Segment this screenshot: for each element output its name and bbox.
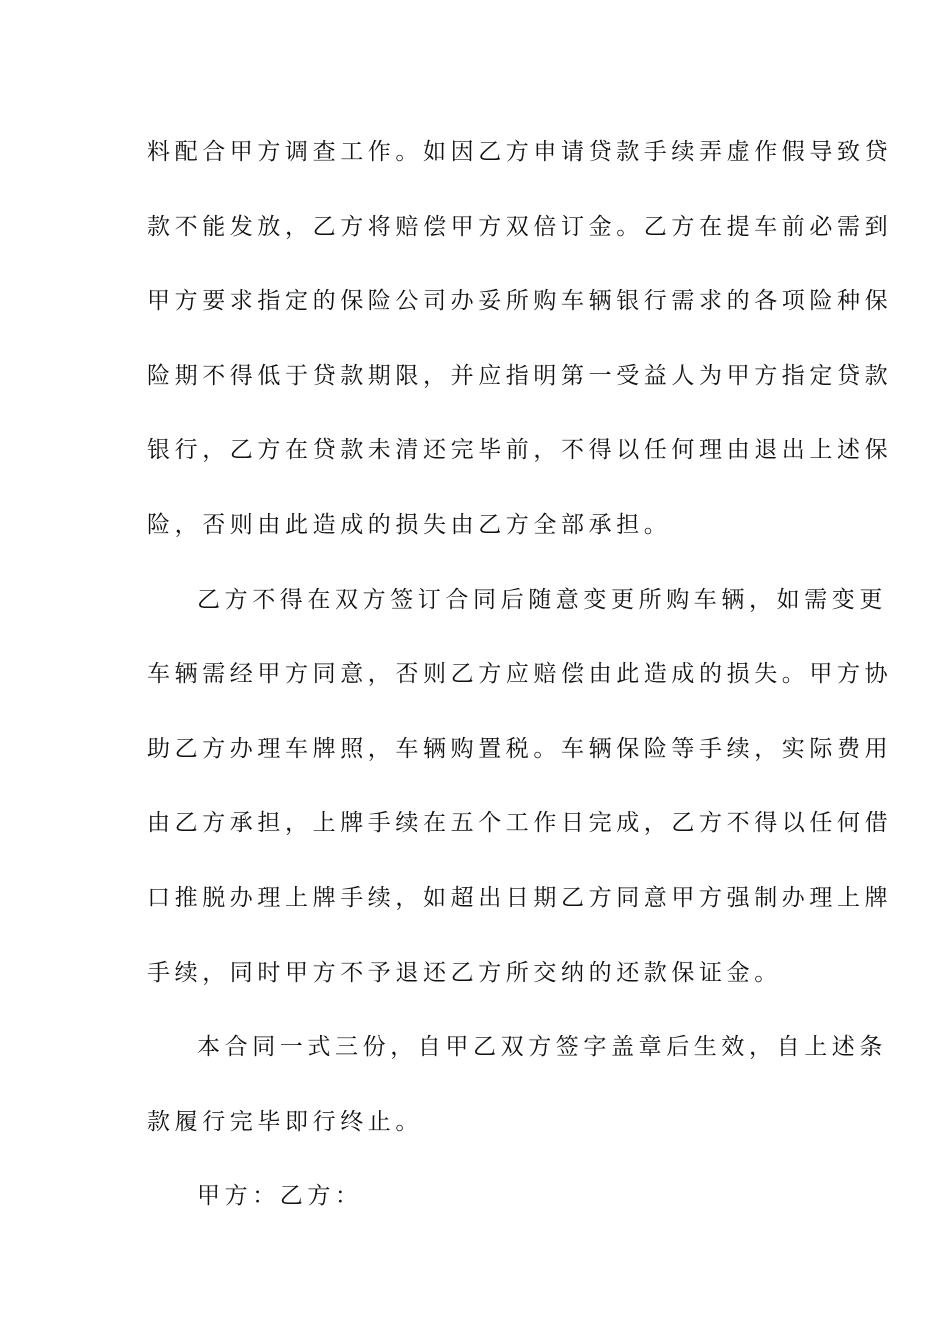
parties-label: 甲方：乙方： [197,1183,363,1210]
text-line: 本合同一式三份，自甲乙双方签字盖章后生效，自上述条 [197,1034,887,1061]
text-line: 助乙方办理车牌照，车辆购置税。车辆保险等手续，实际费用 [147,735,893,762]
text-line: 口推脱办理上牌手续，如超出日期乙方同意甲方强制办理上牌 [147,884,893,911]
document-body [147,132,893,1251]
text-line: 款履行完毕即行终止。 [147,1108,423,1135]
text-line: 甲方要求指定的保险公司办妥所购车辆银行需求的各项险种保 [147,288,893,315]
paragraph-insurance [147,132,893,580]
text-line: 由乙方承担，上牌手续在五个工作日完成，乙方不得以任何借 [147,810,893,837]
text-line: 乙方不得在双方签订合同后随意变更所购车辆，如需变更 [197,586,887,613]
text-line: 银行，乙方在贷款未清还完毕前，不得以任何理由退出上述保 [147,437,893,464]
text-line: 车辆需经甲方同意，否则乙方应赔偿由此造成的损失。甲方协 [147,661,893,688]
text-line: 料配合甲方调查工作。如因乙方申请贷款手续弄虚作假导致贷 [147,139,893,165]
text-line: 手续，同时甲方不予退还乙方所交纳的还款保证金。 [147,959,782,986]
text-line: 险，否则由此造成的损失由乙方全部承担。 [147,511,672,538]
paragraph-vehicle-change [147,580,893,1028]
paragraph-contract-effect [147,1027,887,1176]
text-line: 险期不得低于贷款期限，并应指明第一受益人为甲方指定贷款 [147,362,893,389]
text-line: 款不能发放，乙方将赔偿甲方双倍订金。乙方在提车前必需到 [147,213,893,240]
signature-line [147,1176,807,1251]
